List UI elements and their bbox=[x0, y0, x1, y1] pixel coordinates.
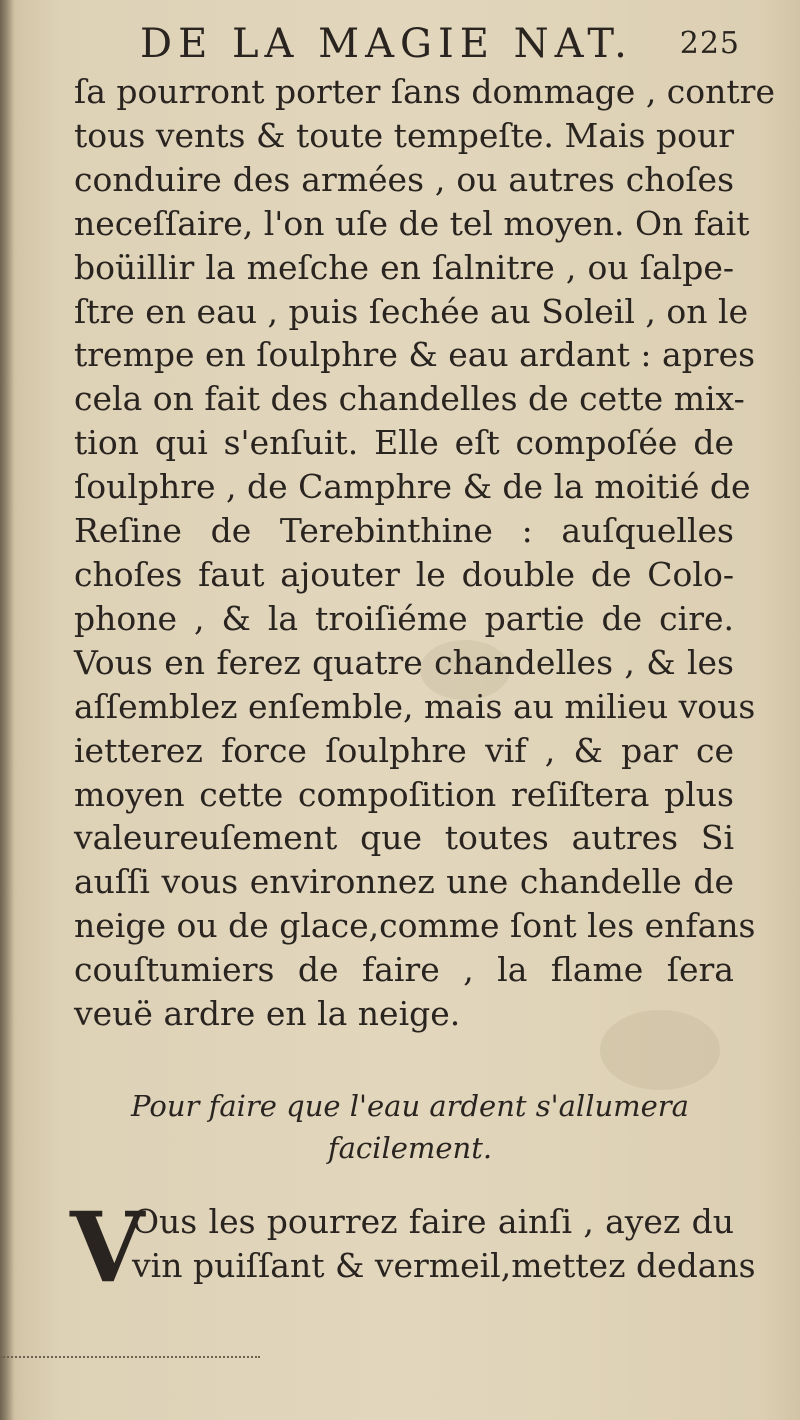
text-line: tion qui s'enſuit. Elle eſt compoſée de bbox=[74, 423, 734, 463]
text-line: neceſſaire, l'on uſe de tel moyen. On fait bbox=[74, 203, 750, 243]
text-line: Reſine de Terebinthine : auſquelles bbox=[74, 511, 734, 551]
text-line: Vous en ferez quatre chandelles , & les bbox=[74, 642, 734, 682]
page-header bbox=[140, 18, 740, 70]
heading-line: Pour faire que l'eau ardent s'allumera bbox=[131, 1089, 689, 1123]
text-line: auſſi vous environnez une chandelle de bbox=[74, 862, 734, 902]
text-line: conduire des armées , ou autres choſes bbox=[74, 159, 734, 199]
heading-line: facilement. bbox=[327, 1131, 493, 1165]
text-line: cela on fait des chandelles de cette mix- bbox=[74, 379, 745, 419]
text-line: ſoulphre , de Camphre & de la moitié de bbox=[74, 467, 751, 507]
text-line: moyen cette compoſition reſiſtera plus bbox=[74, 774, 734, 814]
text-line: trempe en ſoulphre & eau ardant : apres bbox=[74, 335, 756, 375]
text-line: ietterez force ſoulphre vif , & par ce bbox=[74, 730, 734, 770]
text-line: couſtumiers de faire , la flame ſera bbox=[74, 950, 734, 990]
text-line: veuë ardre en la neige. bbox=[74, 994, 461, 1034]
text-line: choſes faut ajouter le double de Colo- bbox=[74, 554, 734, 594]
text-line: neige ou de glace,comme ſont les enfans bbox=[74, 906, 756, 946]
text-line: phone , & la troiſiéme partie de cire. bbox=[74, 598, 734, 638]
gutter-shadow bbox=[0, 0, 14, 1420]
paragraph-2 bbox=[70, 1191, 756, 1304]
text-line: boüillir la meſche en ſalnitre , ou ſalpe- bbox=[74, 247, 734, 287]
text-line: tous vents & toute tempeſte. Mais pour bbox=[74, 115, 734, 155]
page-number: 225 bbox=[679, 26, 740, 61]
text-line: valeureuſement que toutes autres Si bbox=[74, 818, 734, 858]
text-line: aſſemblez enſemble, mais au milieu vous bbox=[74, 686, 756, 726]
text-line: Ous les pourrez faire ainſi , ayez du bbox=[132, 1202, 734, 1241]
text-line: ſtre en eau , puis ſechée au Soleil , on le bbox=[74, 291, 749, 331]
paragraph-1 bbox=[74, 70, 775, 1036]
text-line: vin puiſſant & vermeil,mettez dedans bbox=[132, 1246, 756, 1285]
running-title: DE LA MAGIE NAT. bbox=[140, 21, 633, 67]
text-line: ſa pourront porter ſans dommage , contre bbox=[74, 72, 775, 111]
drop-cap: V bbox=[70, 1191, 145, 1304]
section-heading bbox=[100, 1085, 720, 1169]
footer-rule bbox=[0, 1356, 260, 1358]
